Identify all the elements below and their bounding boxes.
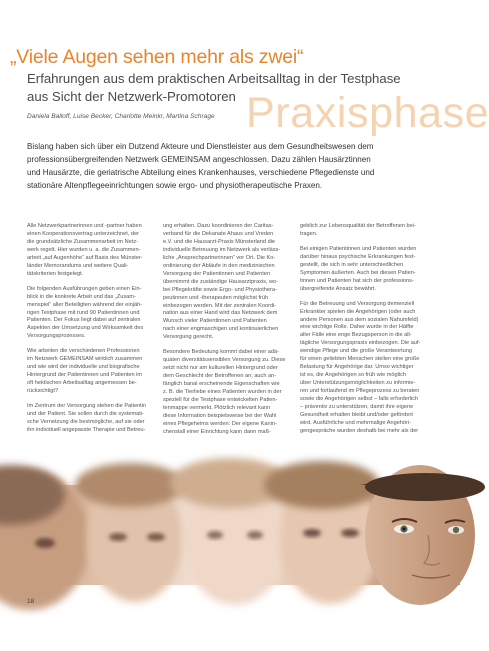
- body-line: Hintergrund der Patientinnen und Patienten im: [27, 372, 143, 379]
- body-line: Versorgungsprozesses.: [27, 333, 86, 340]
- body-line: wendige Pflege und die große Verantwortung: [300, 348, 412, 355]
- author-list: Daniela Balloff, Luise Becker, Charlotte Meinkr, Martina Schrage: [27, 113, 215, 120]
- body-line: und der Patient. Sie sollen durch die systemati-: [27, 411, 144, 418]
- body-line: quaten diversitätssensiblen Versorgung zu. Diese: [163, 357, 286, 364]
- body-line: ren und fortlaufend im Pflegeprozess zu beraten: [300, 388, 420, 395]
- body-line: arbeit „auf Augenhöhe“ auf Basis des Münster-: [27, 254, 143, 261]
- intro-line: Bislang haben sich über ein Dutzend Akteure und Dienstleister aus dem Gesundheitswesen dem: [27, 142, 374, 151]
- body-line: länder Memorandums und weitere Quali-: [27, 262, 129, 269]
- body-line: Alle Netzwerkpartnerinnen und -partner haben: [27, 223, 142, 229]
- body-line: darüber hinaus psychische Erkrankungen fest-: [300, 253, 416, 260]
- body-line: peutinnen und -therapeuten möglichst früh: [163, 294, 269, 301]
- body-line: Belastung für Angehörige dar. Umso wichtiger: [300, 364, 414, 371]
- intro-paragraph: [27, 140, 439, 192]
- body-paragraph: [300, 223, 425, 239]
- body-line: geblich zur Lebensqualität der Betroffenen bei-: [300, 223, 416, 229]
- body-line: Besondere Bedeutung kommt dabei einer adä-: [163, 349, 279, 356]
- body-line: Für die Betreuung und Versorgung demenziell: [300, 300, 415, 307]
- body-line: menspiel“ aller Beteiligten während der einjäh-: [27, 301, 143, 308]
- text-column-1: [27, 223, 152, 442]
- body-line: die grundsätzliche Zusammenarbeit im Netz-: [27, 238, 138, 245]
- body-line: Wie arbeiten die verschiedenen Professionen: [27, 348, 140, 355]
- body-line: ist es, die Angehörigen so früh wie möglich: [300, 372, 407, 379]
- body-line: setzt nicht nur am kulturellen Hintergrund oder: [163, 365, 278, 372]
- body-line: diese Information beispielsweise bei der Wahl: [163, 412, 277, 419]
- body-line: für einen geliebten Menschen stellen eine große: [300, 356, 420, 363]
- body-line: Versorgung gerecht.: [163, 334, 214, 341]
- body-line: bei Pflegekräfte sowie Ergo- und Physiothera-: [163, 286, 277, 293]
- subtitle-line: aus Sicht der Netzwerk-Promotoren: [27, 89, 236, 104]
- body-paragraph: [27, 348, 152, 396]
- body-line: Patienten. Der Fokus liegt dabei auf zentralen: [27, 317, 141, 324]
- intro-line: professionsübergreifenden Netzwerk GEMEINSAM angeschlossen. Dazu zählen Hausärztinnen: [27, 155, 371, 165]
- body-line: fänglich banal erscheinende Eigenschaften wie: [163, 381, 280, 388]
- faces-photo: [0, 485, 460, 585]
- body-paragraph: [163, 349, 288, 436]
- body-line: tinnen und Patienten hat sich der professions-: [300, 277, 414, 284]
- body-line: ung erhalten. Dazu koordinieren der Caritas-: [163, 223, 274, 229]
- article-title: „Viele Augen sehen mehr als zwei“: [10, 46, 304, 68]
- body-line: speziell für die Testphase entwickelten Patien-: [163, 397, 278, 404]
- body-line: eine wichtige Rolle. Daher wurde in der Hälfte: [300, 324, 414, 331]
- body-line: übergreifende Ansatz bewährt.: [300, 285, 376, 292]
- body-line: rigen Testphase mit rund 90 Patientinnen und: [27, 309, 140, 316]
- body-line: – präventiv zu unterstützen, damit ihre eigene: [300, 404, 414, 411]
- subtitle-line: Erfahrungen aus dem praktischen Arbeitsalltag in der Testphase: [27, 71, 401, 86]
- body-line: individuelle Betreuung im Netzwerk als verläss-: [163, 246, 281, 253]
- intro-line: stationäre Altenpflegeeinrichtungen sowie ergo- und physiotherapeutische Praxen.: [27, 181, 323, 191]
- body-line: über Unterstützungsmöglichkeiten zu informie-: [300, 380, 416, 387]
- body-line: werk regelt. Hier wurden u. a. die Zusammen-: [27, 246, 141, 253]
- body-line: und wie wird der individuelle und biografische: [27, 364, 140, 371]
- text-column-3: [300, 223, 425, 443]
- body-line: wird. Ausführliche und mehrmalige Angehöri-: [300, 419, 412, 426]
- body-line: Wunsch vieler Patientinnen und Patienten: [163, 318, 267, 325]
- body-line: gestellt, die sich in sehr unterschiedlichen: [300, 261, 404, 268]
- body-paragraph: [300, 301, 425, 436]
- body-line: sowie die Angehörigen selbst – falls erforderlich: [300, 396, 419, 403]
- body-line: sche Vernetzung die bestmögliche, auf sie oder: [27, 418, 145, 425]
- body-line: dem Geschlecht der Betroffenen an; auch an-: [163, 373, 277, 380]
- body-line: ihn individuell angepasste Therapie und Betreu-: [27, 426, 146, 433]
- body-line: e.V. und die Hausarzt-Praxis Münsterland die: [163, 238, 276, 245]
- intro-line: und Hausärzte, die geriatrische Abteilung eines Krankenhauses, verschiedene Pflegedienste und: [27, 168, 375, 178]
- body-line: Die folgenden Ausführungen geben einen Ein-: [27, 285, 142, 292]
- body-line: rücksichtigt?: [27, 388, 59, 395]
- body-line: aller Fälle eine enge Bezugsperson in die all-: [300, 332, 412, 339]
- body-line: blick in die konkrete Arbeit und das „Zusam-: [27, 293, 136, 300]
- body-line: oft hektischen Arbeitsalltag angemessen be-: [27, 380, 137, 387]
- body-paragraph: [27, 403, 152, 435]
- body-line: übernimmt die zuständige Hausarztpraxis, wo-: [163, 278, 279, 285]
- body-line: nation aus einer Hand wird das Netzwerk dem: [163, 310, 278, 317]
- body-line: im Netzwerk GEMEINSAM wirklich zusammen: [27, 356, 143, 363]
- body-paragraph: [27, 286, 152, 342]
- section-label: Praxisphase: [246, 89, 489, 137]
- body-line: einen Kooperationsvertrag unterzeichnet, der: [27, 230, 139, 237]
- body-paragraph: [163, 223, 288, 342]
- body-line: Erkrankter spielen die Angehörigen (oder auch: [300, 308, 416, 315]
- body-line: z. B. die Tierliebe eines Patienten wurden in der: [163, 389, 282, 396]
- body-line: Im Zentrum der Versorgung stehen die Patientin: [27, 403, 147, 410]
- body-line: verband für die Dekanate Ahaus und Vreden: [163, 230, 274, 237]
- body-line: andere Personen aus dem sozialen Nahumfeld): [300, 316, 419, 323]
- body-line: Versorgung der Patientinnen und Patienten: [163, 270, 270, 277]
- body-line: Gesundheit erhalten bleibt und/oder gefördert: [300, 411, 413, 418]
- body-line: Bei einigen Patientinnen und Patienten wurden: [300, 245, 417, 252]
- body-line: chenstall einer Einrichtung kann dann maß-: [163, 428, 271, 435]
- body-line: einbezogen werden. Mit der zentralen Koordi-: [163, 302, 277, 309]
- body-line: gengespräche wurden deshalb bei mehr als der: [300, 427, 419, 434]
- body-line: nach einer engmaschigen und kontinuierlichen: [163, 326, 279, 333]
- body-line: tätskriterien festgelegt.: [27, 270, 84, 277]
- body-paragraph: [27, 223, 152, 279]
- body-line: tägliche Versorgungspraxis einbezogen. Die auf-: [300, 340, 421, 347]
- body-line: eines Pflegeheims werden: Der eigene Kanin-: [163, 420, 277, 427]
- body-line: liche „Ansprechpartnerinnen“ vor Ort. Die Ko-: [163, 254, 276, 261]
- body-line: Symptomen äußerten. Auch bei diesen Patien-: [300, 269, 416, 276]
- body-line: tragen.: [300, 230, 318, 237]
- body-line: Aspekten der Umsetzung und Wirksamkeit des: [27, 325, 144, 332]
- body-line: ordinierung der Abläufe in den medizinischen: [163, 262, 275, 269]
- page-number: 18: [27, 598, 35, 605]
- text-column-2: [163, 223, 288, 444]
- body-paragraph: [300, 246, 425, 294]
- body-line: tenmappe vermerkt. Plötzlich relevant kann: [163, 404, 271, 411]
